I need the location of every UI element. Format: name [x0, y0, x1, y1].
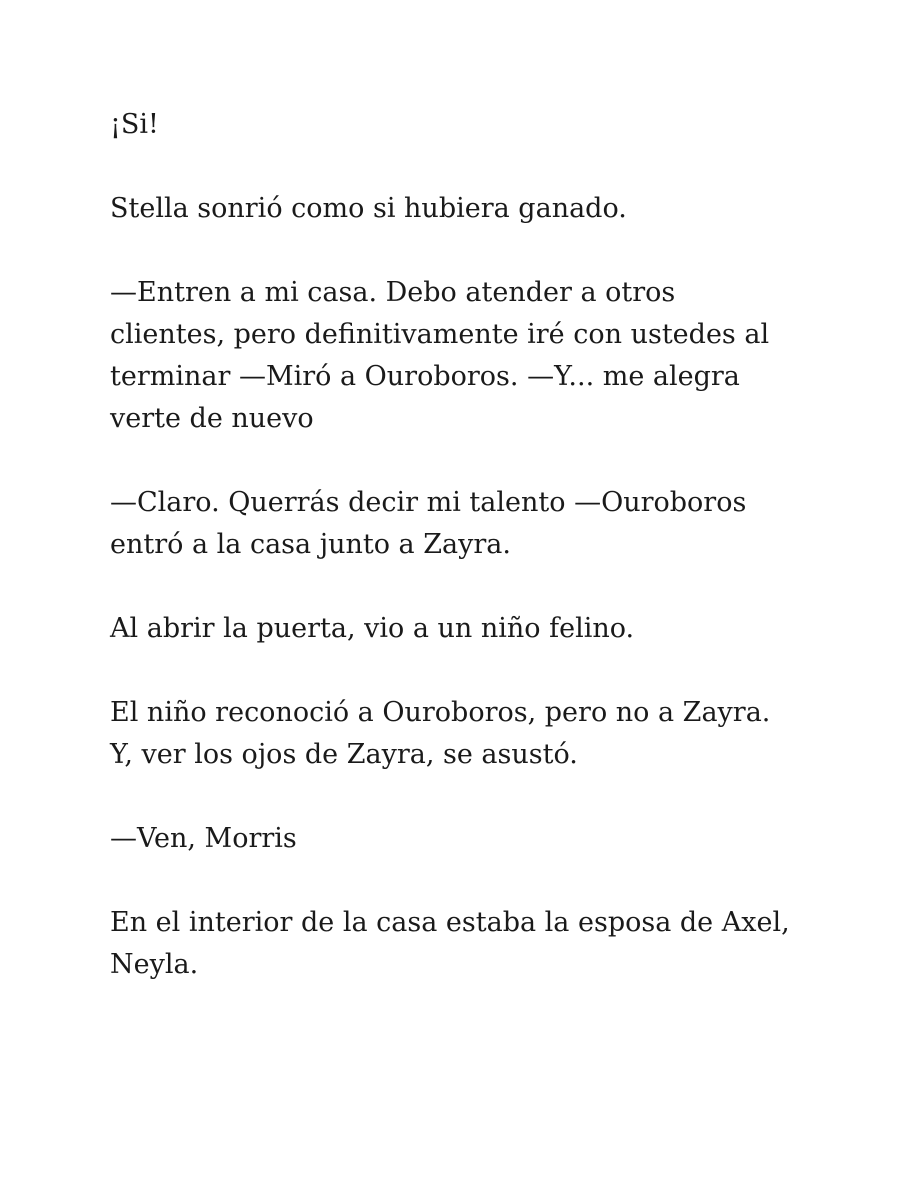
text-line: ¡Si! [110, 109, 159, 140]
text-line: entró a la casa junto a Zayra. [110, 529, 511, 560]
text-line: En el interior de la casa estaba la esposa de Axel, [110, 907, 790, 938]
text-line: Stella sonrió como si hubiera ganado. [110, 193, 627, 224]
text-line: Neyla. [110, 949, 199, 980]
text-line: clientes, pero definitivamente iré con ustedes al [110, 319, 770, 350]
text-line: —Entren a mi casa. Debo atender a otros [110, 277, 676, 308]
paragraph [110, 188, 800, 230]
paragraph [110, 482, 800, 566]
text-body [110, 104, 800, 1028]
paragraph [110, 902, 800, 986]
text-line: verte de nuevo [110, 403, 314, 434]
text-line: Y, ver los ojos de Zayra, se asustó. [110, 739, 578, 770]
text-line: —Claro. Querrás decir mi talento —Ouroboros [110, 487, 747, 518]
paragraph [110, 818, 800, 860]
text-line: Al abrir la puerta, vio a un niño felino. [110, 613, 635, 644]
text-line: terminar —Miró a Ouroboros. —Y... me alegra [110, 361, 740, 392]
text-line: —Ven, Morris [110, 823, 297, 854]
paragraph [110, 272, 800, 440]
text-line: El niño reconoció a Ouroboros, pero no a Zayra. [110, 697, 771, 728]
paragraph [110, 104, 800, 146]
paragraph [110, 608, 800, 650]
paragraph [110, 692, 800, 776]
